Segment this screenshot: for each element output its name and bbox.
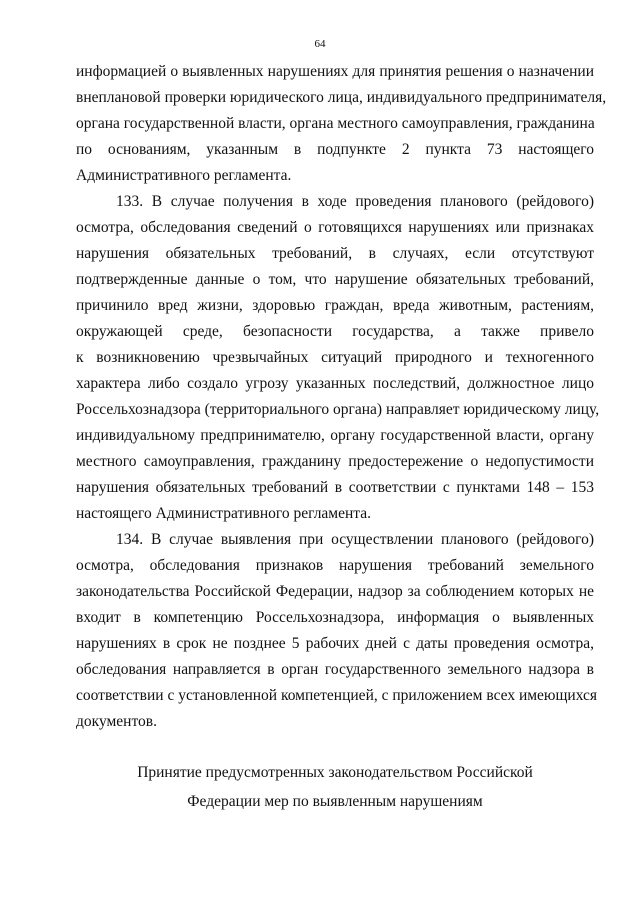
text-line: соответствии с установленной компетенцией, с приложением всех имеющихся — [76, 687, 598, 704]
text-line: законодательства Российской Федерации, надзор за соблюдением которых не — [76, 583, 594, 600]
text-line: информацией о выявленных нарушениях для принятия решения о назначении — [76, 63, 594, 80]
text-line: причинило вред жизни, здоровью граждан, вреда животным, растениям, — [76, 297, 594, 314]
heading-line: Федерации мер по выявленным нарушениям — [187, 793, 483, 810]
text-line: характера либо создало угрозу указанных последствий, должностное лицо — [76, 375, 594, 392]
text-line: внеплановой проверки юридического лица, индивидуального предпринимателя, — [76, 89, 607, 106]
text-line: настоящего Административного регламента. — [76, 505, 372, 522]
text-line: входит в компетенцию Россельхознадзора, информация о выявленных — [76, 609, 594, 626]
section-heading — [76, 758, 594, 816]
text-line: нарушения обязательных требований в соответствии с пунктами 148 – 153 — [76, 479, 594, 496]
text-line: Россельхознадзора (территориального органа) направляет юридическому лицу, — [76, 401, 600, 418]
text-line: индивидуальному предпринимателю, органу государственной власти, органу — [76, 427, 594, 444]
page-number: 64 — [314, 38, 326, 50]
text-line: по основаниям, указанным в подпункте 2 пункта 73 настоящего — [76, 141, 594, 158]
text-line: Административного регламента. — [76, 167, 292, 184]
text-line: местного самоуправления, гражданину предостережение о недопустимости — [76, 453, 594, 470]
text-line: осмотра, обследования сведений о готовящихся нарушениях или признаках — [76, 219, 594, 236]
text-line: органа государственной власти, органа местного самоуправления, гражданина — [76, 115, 595, 132]
text-line: документов. — [76, 713, 157, 730]
text-line: окружающей среде, безопасности государства, а также привело — [76, 323, 594, 340]
text-line: нарушениях в срок не позднее 5 рабочих дней с даты проведения осмотра, — [76, 635, 594, 652]
paragraph-133-first-line: 133. В случае получения в ходе проведения планового (рейдового) — [116, 193, 594, 210]
text-line: нарушения обязательных требований, в случаях, если отсутствуют — [76, 245, 594, 262]
text-line: обследования направляется в орган государственного земельного надзора в — [76, 661, 594, 678]
paragraph-134-first-line: 134. В случае выявления при осуществлении планового (рейдового) — [116, 531, 594, 548]
heading-line: Принятие предусмотренных законодательством Российской — [137, 764, 533, 781]
text-line: подтвержденные данные о том, что нарушение обязательных требований, — [76, 271, 594, 288]
document-body — [76, 59, 607, 735]
text-line: осмотра, обследования признаков нарушения требований земельного — [76, 557, 594, 574]
text-line: к возникновению чрезвычайных ситуаций природного и техногенного — [76, 349, 594, 366]
